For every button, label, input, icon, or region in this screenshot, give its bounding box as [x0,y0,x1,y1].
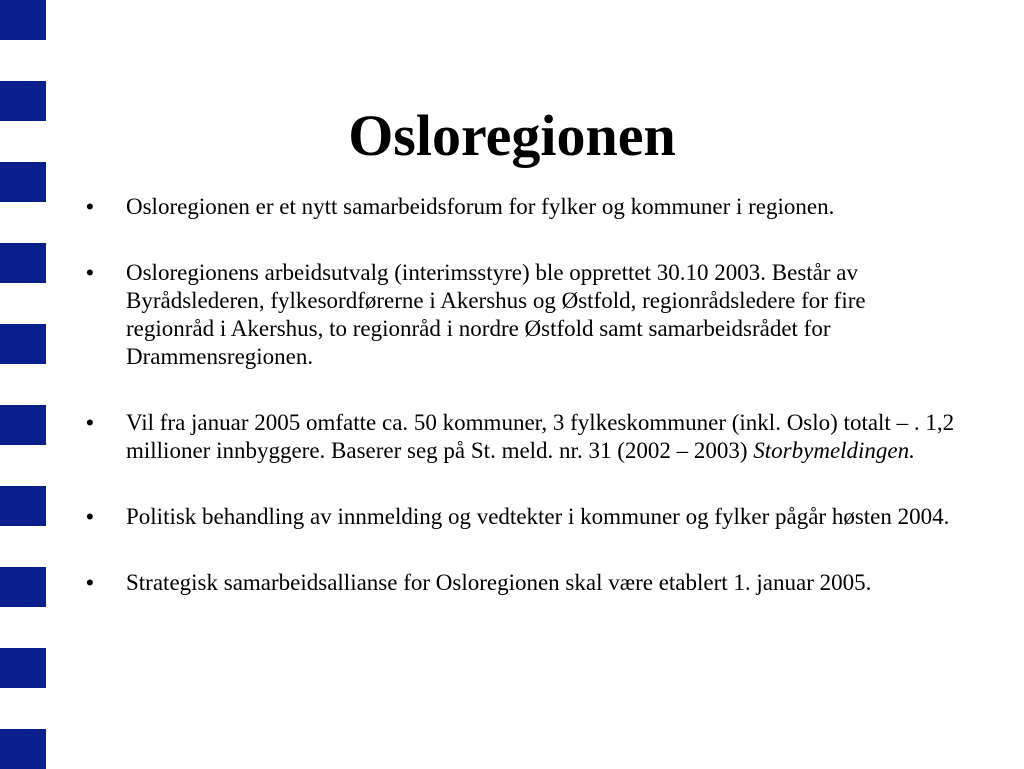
bullet-text: Politisk behandling av innmelding og vedtekter i kommuner og fylker pågår høsten 2004. [126,504,950,529]
bullet-icon: • [86,260,94,285]
bullet-icon: • [86,194,94,219]
bullet-item [86,193,956,221]
stripe-block [0,729,46,769]
bullet-text: Osloregionens arbeidsutvalg (interimsstyre) ble opprettet 30.10 2003. Består av Byrådslederen, fylkesordførerne i Akershus og Østfold, regionrådsledere for fire regionråd i Akershus, to regionråd i nordre Østfold samt samarbeidsrådet for Drammensregionen. [126,260,866,369]
bullet-item [86,569,956,597]
bullet-icon: • [86,570,94,595]
stripe-block [0,567,46,607]
bullet-item [86,259,956,371]
stripe-block [0,648,46,688]
bullet-list [86,193,956,597]
bullet-item [86,409,956,465]
bullet-item [86,503,956,531]
bullet-text: Vil fra januar 2005 omfatte ca. 50 kommuner, 3 fylkeskommuner (inkl. Oslo) totalt – . 1,2 millioner innbyggere. Baserer seg på St. meld. nr. 31 (2002 – 2003) [126,410,955,463]
bullet-emphasis: Storbymeldingen. [753,438,915,463]
bullet-icon: • [86,504,94,529]
stripe-block [0,405,46,445]
stripe-block [0,243,46,283]
stripe-block [0,324,46,364]
stripe-block [0,0,46,40]
bullet-text: Strategisk samarbeidsallianse for Osloregionen skal være etablert 1. januar 2005. [126,570,872,595]
stripe-block [0,486,46,526]
slide-title: Osloregionen [348,103,676,168]
bullet-text: Osloregionen er et nytt samarbeidsforum for fylker og kommuner i regionen. [126,194,835,219]
bullet-icon: • [86,410,94,435]
